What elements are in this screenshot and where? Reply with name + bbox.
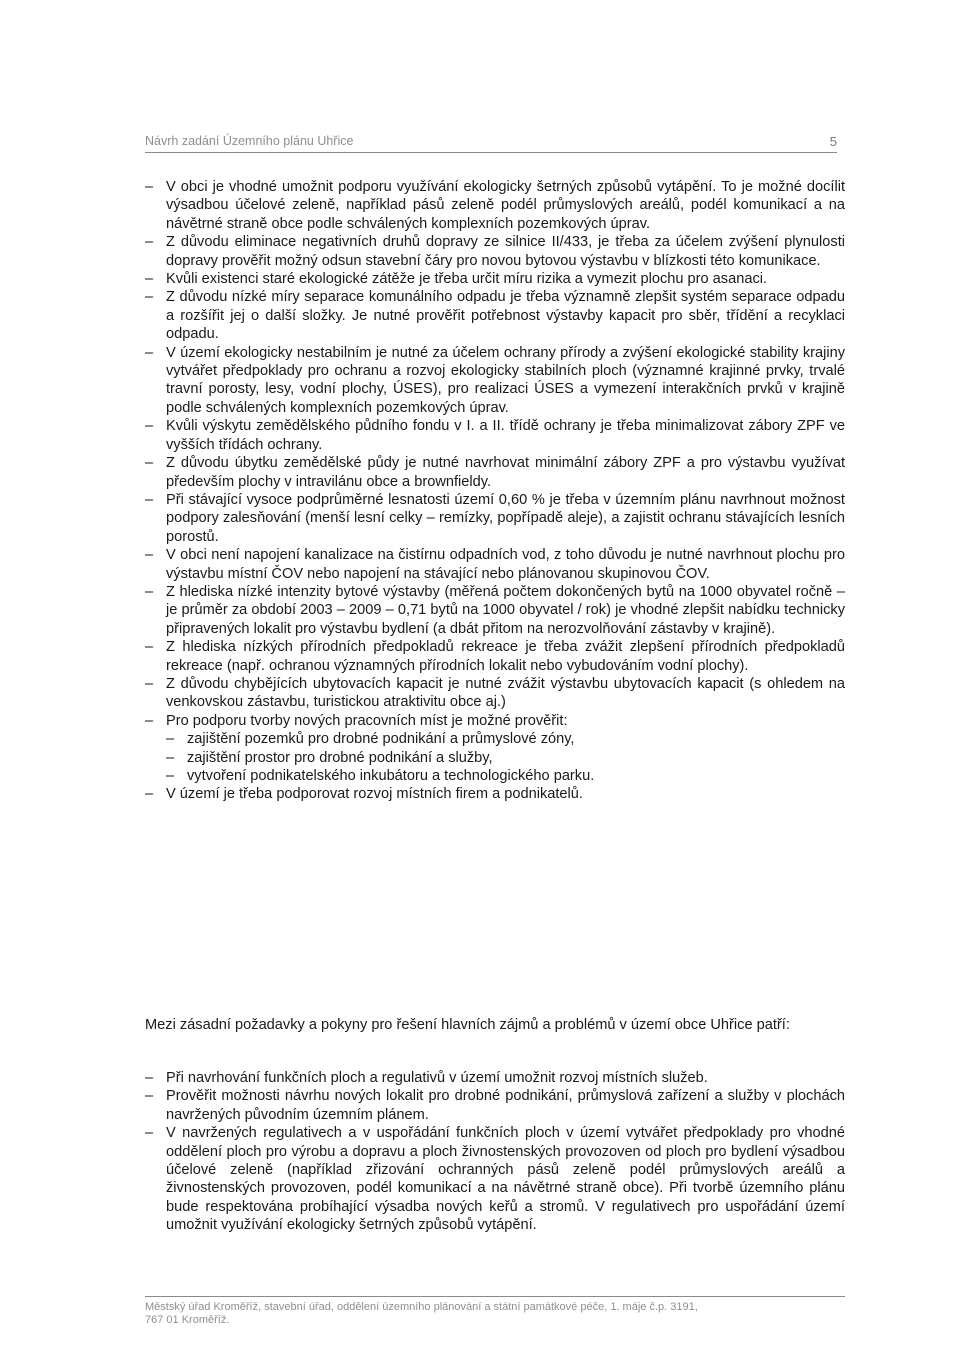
list-item: – Z důvodu nízké míry separace komunálního odpadu je třeba významně zlepšit systém separace odpadu a rozšířit jej o další složky. Je nutné prověřit potřebnost výstavby kapacit pro sběr, třídění a recyklaci odpadu.	[145, 288, 845, 343]
footer-address-line: Městský úřad Kroměříž, stavební úřad, oddělení územního plánování a státní památkové péče, 1. máje č.p. 3191,	[145, 1301, 698, 1313]
list-item: – Z hlediska nízké intenzity bytové výstavby (měřená počtem dokončených bytů na 1000 obyvatel ročně – je průměr za období 2003 – 2009 – 0,71 bytů na 1000 obyvatel / rok) je vhodné zlepšit nabídku technicky připravených lokalit pro výstavbu bydlení (a dbát přitom na nerozvolňování zástavby v krajině).	[145, 583, 845, 638]
intro-paragraph: Mezi zásadní požadavky a pokyny pro řešení hlavních zájmů a problémů v území obce Uhřice patří:	[145, 1017, 790, 1033]
list-item: – V území je třeba podporovat rozvoj místních firem a podnikatelů.	[145, 785, 845, 803]
bullet-list	[145, 178, 845, 804]
sub-bullet-list	[166, 730, 845, 785]
document-title: Návrh zadání Územního plánu Uhřice	[145, 134, 354, 148]
list-item: – V obci je vhodné umožnit podporu využívání ekologicky šetrných způsobů vytápění. To je možné docílit výsadbou účelové zeleně, například pásů zeleně podél průmyslových areálů, podél komunikací a na návětrné straně obce podle schválených komplexních pozemkových úprav.	[145, 178, 845, 233]
list-item: – Z důvodu eliminace negativních druhů dopravy ze silnice II/433, je třeba za účelem zvýšení plynulosti dopravy prověřit možný odsun stavební čáry pro novou bytovou výstavbu v blízkosti této komunikace.	[145, 233, 845, 270]
list-item: – Kvůli existenci staré ekologické zátěže je třeba určit míru rizika a vymezit plochu pro asanaci.	[145, 270, 845, 288]
list-item: – Při stávající vysoce podprůměrné lesnatosti území 0,60 % je třeba v územním plánu navrhnout možnost podpory zalesňování (menší lesní celky – remízky, popřípadě aleje), a zajistit ochranu stávajících lesních porostů.	[145, 491, 845, 546]
sub-list-item: – vytvoření podnikatelského inkubátoru a technologického parku.	[166, 767, 845, 785]
list-item: – Kvůli výskytu zemědělského půdního fondu v I. a II. třídě ochrany je třeba minimalizovat zábory ZPF ve vyšších třídách ochrany.	[145, 417, 845, 454]
list-item: – Z důvodu úbytku zemědělské půdy je nutné navrhovat minimální zábory ZPF a pro výstavbu využívat především plochy v intravilánu obce a brownfieldy.	[145, 454, 845, 491]
page-header	[145, 130, 837, 153]
list-item: – V území ekologicky nestabilním je nutné za účelem ochrany přírody a zvýšení ekologické stability krajiny vytvářet předpoklady pro ochranu a rozvoj ekologicky stabilních ploch (významné krajinné prvky, trvalé travní porosty, lesy, vodní plochy, ÚSES), pro realizaci ÚSES a vymezení interakčních prvků v krajině podle schválených komplexních pozemkových úprav.	[145, 344, 845, 418]
list-item: – Při navrhování funkčních ploch a regulativů v území umožnit rozvoj místních služeb.	[145, 1069, 845, 1087]
list-item-text: Pro podporu tvorby nových pracovních míst je možné prověřit:	[166, 712, 568, 729]
list-item: – Z důvodu chybějících ubytovacích kapacit je nutné zvážit výstavbu ubytovacích kapacit (s ohledem na venkovskou zástavbu, turistickou atraktivitu obce aj.)	[145, 675, 845, 712]
requirements-list	[145, 1069, 845, 1235]
page-number: 5	[829, 134, 837, 149]
sub-list-item: – zajištění pozemků pro drobné podnikání a průmyslové zóny,	[166, 730, 845, 748]
list-item	[145, 712, 845, 786]
list-item: – V obci není napojení kanalizace na čistírnu odpadních vod, z toho důvodu je nutné navrhnout plochu pro výstavbu místní ČOV nebo napojení na stávající nebo plánovanou skupinovou ČOV.	[145, 546, 845, 583]
footer-address-line: 767 01 Kroměříž.	[145, 1314, 230, 1326]
list-item: – Prověřit možnosti návrhu nových lokalit pro drobné podnikání, průmyslová zařízení a služby v plochách navržených původním územním plánem.	[145, 1087, 845, 1124]
page-footer	[145, 1296, 845, 1327]
list-item: – Z hlediska nízkých přírodních předpokladů rekreace je třeba zvážit zlepšení přírodních předpokladů rekreace (např. ochranou významných přírodních lokalit nebo vybudováním vodní plochy).	[145, 638, 845, 675]
list-item: – V navržených regulativech a v uspořádání funkčních ploch v území vytvářet předpoklady pro vhodné oddělení ploch pro výrobu a dopravu a ploch živnostenských provozoven od ploch pro bydlení výsadbou účelové zeleně (například zřizování ochranných pásů zeleně podél průmyslových areálů a živnostenských provozoven, podél komunikací a na návětrné straně obce). Při tvorbě územního plánu bude respektována probíhající výsadba nových keřů a stromů. V regulativech pro uspořádání území umožnit využívání ekologicky šetrných způsobů vytápění.	[145, 1124, 845, 1234]
sub-list-item: – zajištění prostor pro drobné podnikání a služby,	[166, 749, 845, 767]
